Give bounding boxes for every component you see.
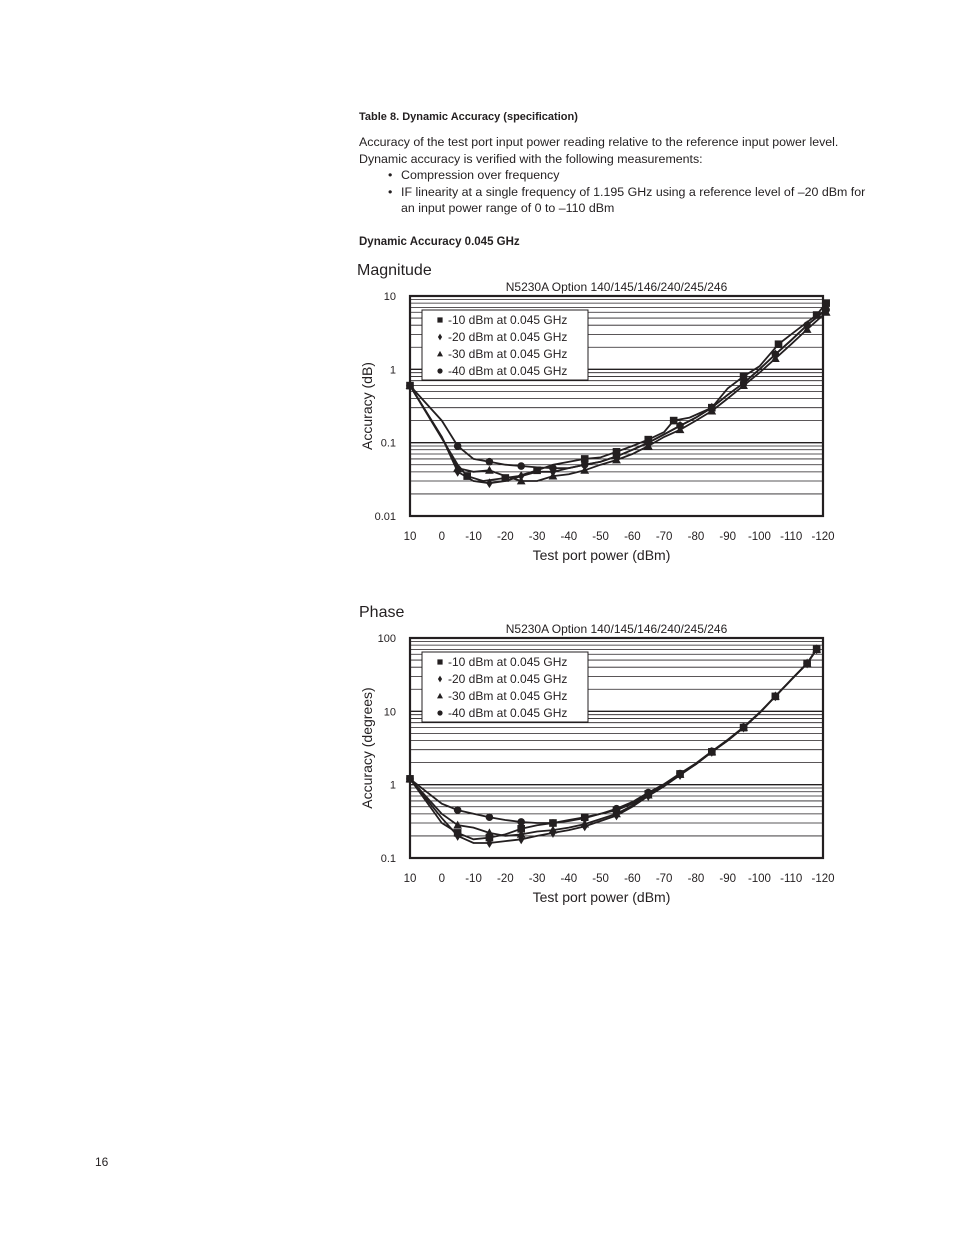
legend-label: -40 dBm at 0.045 GHz <box>448 364 568 378</box>
list-item-text: IF linearity at a single frequency of 1.195 GHz using a reference level of –20 dBm for an input power range of 0 to –110 dBm <box>401 184 866 215</box>
legend-label: -30 dBm at 0.045 GHz <box>448 689 568 703</box>
data-point-square <box>775 340 783 348</box>
y-tick-label: 100 <box>377 633 396 645</box>
intro-line-1: Accuracy of the test port input power reading relative to the reference input power level. <box>359 135 839 149</box>
x-tick-label: 0 <box>438 531 445 543</box>
x-tick-label: -110 <box>780 873 803 885</box>
data-point-circle <box>437 710 442 715</box>
x-tick-label: -120 <box>811 531 835 543</box>
chart-title: N5230A Option 140/145/146/240/245/246 <box>505 622 728 636</box>
x-tick-label: -110 <box>780 531 803 543</box>
list-item <box>359 184 879 217</box>
x-tick-label: -10 <box>465 531 482 543</box>
data-point-circle <box>708 748 716 756</box>
x-tick-label: -70 <box>655 873 673 885</box>
x-tick-label: -50 <box>592 873 609 885</box>
data-point-circle <box>644 789 652 797</box>
magnitude-panel-label: Magnitude <box>357 262 432 279</box>
y-tick-label: 10 <box>383 706 396 719</box>
x-tick-label: -100 <box>747 873 771 885</box>
data-point-square <box>670 417 678 425</box>
chart-legend <box>422 652 588 722</box>
x-tick-label: -80 <box>687 873 705 885</box>
x-tick-label: -20 <box>496 873 514 885</box>
data-point-circle <box>740 379 748 387</box>
phase-panel-label: Phase <box>359 604 405 621</box>
data-point-circle <box>740 723 748 731</box>
data-point-circle <box>406 775 414 783</box>
x-axis-label: Test port power (dBm) <box>532 889 671 905</box>
chart-legend <box>422 310 588 380</box>
x-tick-label: 10 <box>403 531 417 543</box>
x-axis-label: Test port power (dBm) <box>532 547 671 563</box>
data-point-circle <box>581 461 589 469</box>
data-point-circle <box>676 422 684 430</box>
y-tick-label: 1 <box>389 779 396 792</box>
data-point-circle <box>486 458 494 466</box>
legend-label: -40 dBm at 0.045 GHz <box>448 706 568 720</box>
data-point-circle <box>454 806 462 814</box>
table-caption: Table 8. Dynamic Accuracy (specification) <box>359 111 578 123</box>
page-number: 16 <box>95 1155 109 1169</box>
section-subheading: Dynamic Accuracy 0.045 GHz <box>359 236 520 248</box>
data-point-circle <box>613 805 621 813</box>
data-point-circle <box>644 439 652 447</box>
x-tick-label: -40 <box>560 873 578 885</box>
data-point-circle <box>813 646 821 654</box>
x-tick-label: -90 <box>719 873 737 885</box>
legend-label: -10 dBm at 0.045 GHz <box>448 655 568 669</box>
y-tick-label: 0.1 <box>380 853 396 865</box>
bullet-icon: • <box>388 184 393 199</box>
data-point-circle <box>437 368 442 373</box>
data-point-circle <box>803 321 811 329</box>
x-tick-label: -50 <box>592 531 609 543</box>
data-point-circle <box>822 306 830 314</box>
legend-label: -20 dBm at 0.045 GHz <box>448 672 568 686</box>
intro-text <box>359 134 879 217</box>
measurement-list <box>359 167 879 217</box>
x-tick-label: 0 <box>438 873 445 885</box>
phase-chart <box>340 618 860 918</box>
data-point-circle <box>454 442 462 450</box>
x-tick-label: -60 <box>624 531 641 543</box>
legend-label: -20 dBm at 0.045 GHz <box>448 330 568 344</box>
data-point-circle <box>613 453 621 461</box>
x-tick-label: -40 <box>560 531 578 543</box>
magnitude-chart <box>340 276 860 576</box>
x-tick-label: -90 <box>719 531 737 543</box>
intro-line-2: Dynamic accuracy is verified with the following measurements: <box>359 151 703 166</box>
x-tick-label: -30 <box>528 531 546 543</box>
data-point-circle <box>549 464 557 472</box>
data-point-square <box>437 317 442 322</box>
x-tick-label: -120 <box>811 873 835 885</box>
y-axis-label: Accuracy (degrees) <box>359 687 375 809</box>
x-tick-label: -60 <box>624 873 641 885</box>
data-point-circle <box>517 462 525 470</box>
y-tick-label: 10 <box>383 291 396 303</box>
x-tick-label: -80 <box>687 531 705 543</box>
list-item <box>359 167 879 184</box>
data-point-circle <box>772 351 780 359</box>
x-tick-label: -10 <box>465 873 482 885</box>
data-point-triangle <box>453 821 462 829</box>
y-axis-label: Accuracy (dB) <box>359 362 375 450</box>
y-tick-label: 1 <box>389 364 396 377</box>
data-point-circle <box>676 770 684 778</box>
data-point-square <box>437 659 442 664</box>
data-point-circle <box>772 693 780 701</box>
x-tick-label: -20 <box>496 531 514 543</box>
data-point-circle <box>708 404 716 412</box>
legend-label: -30 dBm at 0.045 GHz <box>448 347 568 361</box>
x-tick-label: -100 <box>747 531 771 543</box>
y-tick-label: 0.1 <box>380 437 396 450</box>
data-point-circle <box>486 813 494 821</box>
legend-label: -10 dBm at 0.045 GHz <box>448 313 568 327</box>
x-tick-label: 10 <box>403 873 417 885</box>
data-point-circle <box>549 819 557 827</box>
data-point-circle <box>517 818 525 826</box>
x-tick-label: -30 <box>528 873 546 885</box>
list-item-text: Compression over frequency <box>401 168 560 182</box>
bullet-icon: • <box>388 168 393 182</box>
data-point-circle <box>581 814 589 822</box>
chart-title: N5230A Option 140/145/146/240/245/246 <box>505 280 728 294</box>
data-point-circle <box>406 382 414 390</box>
x-tick-label: -70 <box>655 531 673 543</box>
y-tick-label: 0.01 <box>374 511 396 523</box>
data-point-circle <box>803 660 811 668</box>
